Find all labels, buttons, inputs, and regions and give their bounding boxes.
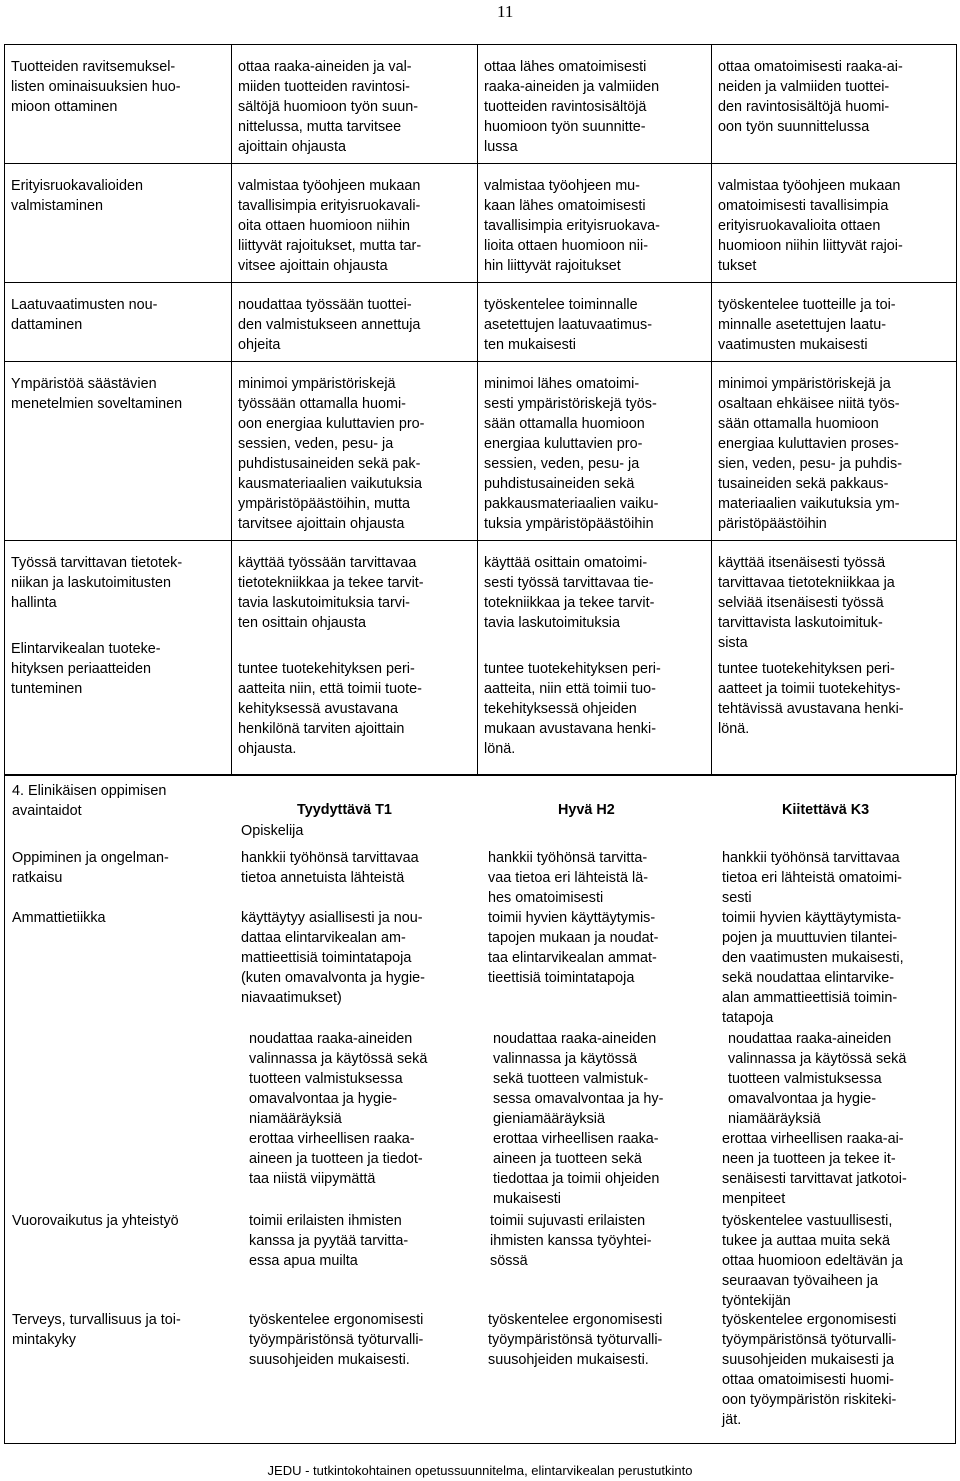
criteria-table-upper: [4, 44, 957, 775]
criterion-h2: työskentelee toiminnalle asetettujen laatuvaatimus- ten mukaisesti: [478, 283, 712, 362]
divider: [4, 1443, 956, 1444]
criterion-label: Ympäristöä säästävien menetelmien soveltaminen: [5, 362, 232, 541]
t1-omavalvonta: noudattaa raaka-aineiden valinnassa ja käytössä sekä tuotteen valmistuksessa omavalvontaa ja hygie- niamääräyksiä: [249, 1031, 428, 1127]
t1-oppiminen: hankkii työhönsä tarvittavaa tietoa annetuista lähteistä: [241, 850, 419, 886]
table-row: [5, 541, 957, 775]
table-row: [5, 45, 957, 164]
subheader-student: Opiskelija: [241, 823, 304, 839]
page-number: 11: [497, 2, 514, 21]
criterion-t1: noudattaa työssään tuottei- den valmistukseen annettuja ohjeita: [232, 283, 478, 362]
criterion-h2: ottaa lähes omatoimisesti raaka-aineiden ja valmiiden tuotteiden ravintosisältöjä huomioon työn suunnitte- lussa: [478, 45, 712, 164]
criterion-t1: minimoi ympäristöriskejä työssään ottamalla huomi- oon energiaa kuluttavien pro- sessien, veden, pesu- ja puhdistusaineiden sekä pak- kausmateriaalien vaikutuksia ympäristöpäästöihin, mutta tarvitsee ajoittain ohjausta: [232, 362, 478, 541]
t1-vuorovaikutus: toimii erilaisten ihmisten kanssa ja pyytää tarvitta- essa apua muilta: [249, 1213, 409, 1269]
criterion-t1: käyttää työssään tarvittavaa tietotekniikkaa ja tekee tarvit- tavia laskutoimituksia tarvi- ten osittain ohjausta tuntee tuotekehityksen peri- aatteita niin, että toimii tuote- kehityksessä avustavana henkilönä tarviten ajoittain ohjausta.: [232, 541, 478, 775]
k3-ammattietiikka: toimii hyvien käyttäytymista- pojen ja muuttuvien tilantei- den vaatimusten mukaisesti, sekä noudattaa elintarvike- alan ammattieettisiä toimin- tatapoja: [722, 910, 904, 1026]
header-h2: Hyvä H2: [558, 802, 615, 818]
k3-vuorovaikutus: työskentelee vastuullisesti, tukee ja auttaa muita sekä ottaa huomioon edeltävän ja seuraavan työvaiheen ja työntekijän: [722, 1213, 903, 1309]
h2-oppiminen: hankkii työhönsä tarvitta- vaa tietoa eri lähteistä lä- hes omatoimisesti: [488, 850, 648, 906]
label-ammattietiikka: Ammattietiikka: [12, 910, 106, 926]
criterion-label: Laatuvaatimusten nou- dattaminen: [5, 283, 232, 362]
table-row: [5, 164, 957, 283]
criterion-t1: valmistaa työohjeen mukaan tavallisimpia erityisruokavali- oita ottaen huomioon niihin liittyvät rajoitukset, mutta tar- vitsee ajoittain ohjausta: [232, 164, 478, 283]
criterion-h2: valmistaa työohjeen mu- kaan lähes omatoimisesti tavallisimpia erityisruokava- lioita ottaen huomioon nii- hin liittyvät rajoitukset: [478, 164, 712, 283]
k3-oppiminen: hankkii työhönsä tarvittavaa tietoa eri lähteistä omatoimi- sesti: [722, 850, 902, 906]
criterion-h2: käyttää osittain omatoimi- sesti työssä tarvittavaa tie- totekniikkaa ja tekee tarvit- tavia laskutoimituksia tuntee tuotekehityksen peri- aatteita, niin että toimii tuo- tekehityksessä ohjeiden mukaan avustavana henki- lönä.: [478, 541, 712, 775]
table-row: [5, 283, 957, 362]
label-oppiminen: Oppiminen ja ongelman- ratkaisu: [12, 850, 169, 886]
criterion-k3: ottaa omatoimisesti raaka-ai- neiden ja valmiiden tuottei- den ravintosisältöjä huomi- oon työn suunnittelussa: [712, 45, 957, 164]
criterion-label: Erityisruokavalioiden valmistaminen: [5, 164, 232, 283]
criterion-k3: minimoi ympäristöriskejä ja osaltaan ehkäisee niitä työs- sään ottamalla huomioon energiaa kuluttavien proses- sien, veden, pesu- ja puhdis- tusaineiden sekä pakkaus- materiaalien vaikutuksia ym- päristöpäästöihin: [712, 362, 957, 541]
divider: [4, 775, 5, 1443]
k3-terveys: työskentelee ergonomisesti työympäristönsä työturvalli- suusohjeiden mukaisesti ja ottaa omatoimisesti huomi- oon työympäristön riskiteki- jät.: [722, 1312, 897, 1428]
section-title: 4. Elinikäisen oppimisen avaintaidot: [12, 783, 167, 819]
h2-virheellinen: erottaa virheellisen raaka- aineen ja tuotteen sekä tiedottaa ja toimii ohjeiden mukaisesti: [493, 1131, 660, 1207]
t1-virheellinen: erottaa virheellisen raaka- aineen ja tuotteen ja tiedot- taa niistä viipymättä: [249, 1131, 423, 1187]
h2-terveys: työskentelee ergonomisesti työympäristönsä työturvalli- suusohjeiden mukaisesti.: [488, 1312, 663, 1368]
k3-virheellinen: erottaa virheellisen raaka-ai- neen ja tuotteen ja tekee it- senäisesti tarvittavat jatkotoi- menpiteet: [722, 1131, 907, 1207]
criterion-label: Työssä tarvittavan tietotek- niikan ja laskutoimitusten hallinta Elintarvikealan tuoteke- hityksen periaatteiden tunteminen: [5, 541, 232, 775]
criterion-label-secondary: Elintarvikealan tuoteke- hityksen periaatteiden tunteminen: [11, 641, 161, 697]
table-row: [5, 362, 957, 541]
criterion-k3: työskentelee tuotteille ja toi- minnalle asetettujen laatu- vaatimusten mukaisesti: [712, 283, 957, 362]
page-footer: JEDU - tutkintokohtainen opetussuunnitelma, elintarvikealan perustutkinto: [267, 1463, 693, 1478]
criterion-h2: minimoi lähes omatoimi- sesti ympäristöriskejä työs- sään ottamalla huomioon energiaa kuluttavien pro- sessien, veden, pesu- ja puhdistusaineiden sekä pakkausmateriaalien vaiku- tuksia ympäristöpäästöihin: [478, 362, 712, 541]
label-terveys: Terveys, turvallisuus ja toi- mintakyky: [12, 1312, 181, 1348]
h2-vuorovaikutus: toimii sujuvasti erilaisten ihmisten kanssa työyhtei- sössä: [490, 1213, 652, 1269]
criterion-t1: ottaa raaka-aineiden ja val- miiden tuotteiden ravintosi- sältöjä huomioon työn suun- nittelussa, mutta tarvitsee ajoittain ohjausta: [232, 45, 478, 164]
header-t1: Tyydyttävä T1: [297, 802, 392, 818]
criterion-k3: käyttää itsenäisesti työssä tarvittavaa tietotekniikkaa ja selviää itsenäisesti työssä tarvittavista laskutoimituk- sista tuntee tuotekehityksen peri- aatteet ja toimii tuotekehitys- tehtävissä avustavana henki- lönä.: [712, 541, 957, 775]
k3-omavalvonta: noudattaa raaka-aineiden valinnassa ja käytössä sekä tuotteen valmistuksessa omavalvontaa ja hygie- niamääräyksiä: [728, 1031, 907, 1127]
criterion-k3: valmistaa työohjeen mukaan omatoimisesti tavallisimpia erityisruokavalioita ottaen huomioon niihin liittyvät rajoi- tukset: [712, 164, 957, 283]
h2-omavalvonta: noudattaa raaka-aineiden valinnassa ja käytössä sekä tuotteen valmistuk- sessa omavalvontaa ja hy- gieniamääräyksiä: [493, 1031, 664, 1127]
label-vuorovaikutus: Vuorovaikutus ja yhteistyö: [12, 1213, 179, 1229]
t1-terveys: työskentelee ergonomisesti työympäristönsä työturvalli- suusohjeiden mukaisesti.: [249, 1312, 424, 1368]
header-k3: Kiitettävä K3: [782, 802, 870, 818]
divider: [4, 775, 956, 776]
divider: [955, 775, 956, 1443]
h2-ammattietiikka: toimii hyvien käyttäytymis- tapojen mukaan ja noudat- taa elintarvikealan ammat- tieettisiä toimintatapoja: [488, 910, 659, 986]
t1-ammattietiikka: käyttäytyy asiallisesti ja nou- dattaa elintarvikealan am- mattieettisiä toimintatapoja (kuten omavalvonta ja hygie- niavaatimukset): [241, 910, 425, 1006]
criterion-label: Tuotteiden ravitsemuksel- listen ominaisuuksien huo- mioon ottaminen: [5, 45, 232, 164]
